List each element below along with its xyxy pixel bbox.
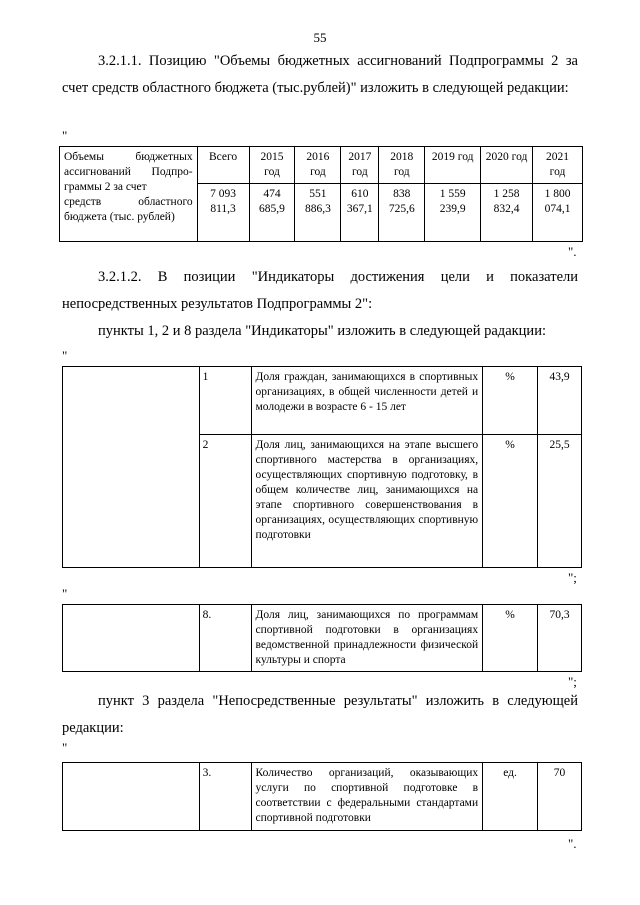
row-text: Доля лиц, занимающихся на этапе высшего спортивного мастерства в организациях, осуществляющих спортивную подготовку, в общем количестве лиц, занимающихся на этапе спортивного совершенствования в организациях, осуществляющих спортивную подготовки: [251, 435, 483, 568]
table-row: [63, 367, 582, 435]
value-2020: [481, 184, 533, 242]
row-value: 43,9: [538, 367, 582, 435]
paragraph-3-2-1-2: 3.2.1.2. В позиции "Индикаторы достижения цели и показатели непосредственных результатов Подпрограммы 2":: [62, 269, 578, 312]
budget-end-quote: ".: [568, 244, 577, 259]
header-2020: 2020 год: [481, 147, 533, 184]
value-line1: 551: [309, 188, 327, 200]
header-2016: 2016 год: [295, 147, 341, 184]
page-number: 55: [313, 30, 327, 45]
value-total: [197, 184, 249, 242]
open-quote: ": [62, 128, 68, 143]
value-line2: 725,6: [388, 203, 415, 215]
results-table: [62, 762, 582, 831]
row-number: 8.: [199, 605, 251, 672]
paragraph-indicators: пункты 1, 2 и 8 раздела "Индикаторы" изложить в следующей радакции:: [98, 323, 546, 339]
indicators-table-2: [62, 604, 582, 672]
row-value: 25,5: [538, 435, 582, 568]
row-unit: %: [483, 367, 538, 435]
header-2017: 2017 год: [341, 147, 379, 184]
indicators-end-quote-2: ";: [568, 674, 577, 689]
value-2019: [425, 184, 481, 242]
indicators-table-1: [62, 366, 582, 568]
value-line2: 811,3: [210, 203, 236, 215]
budget-label-bottom: средств областного бюджета (тыс. рублей): [64, 196, 193, 223]
value-2017: [341, 184, 379, 242]
budget-label-cell: [60, 147, 198, 242]
row-value: 70,3: [538, 605, 582, 672]
value-line1: 1 258: [493, 188, 520, 200]
value-line2: 367,1: [346, 203, 373, 215]
value-2016: [295, 184, 341, 242]
row-unit: ед.: [483, 763, 538, 831]
value-line2: 832,4: [493, 203, 520, 215]
indicators-end-quote-1: ";: [568, 570, 577, 585]
empty-cell: [63, 605, 200, 672]
header-2021: 2021 год: [533, 147, 583, 184]
open-quote: ": [62, 740, 68, 755]
header-2018: 2018 год: [379, 147, 425, 184]
value-line1: 474: [263, 188, 281, 200]
value-line1: 1 800: [544, 188, 571, 200]
value-line2: 074,1: [544, 203, 571, 215]
empty-cell: [63, 367, 200, 568]
row-unit: %: [483, 435, 538, 568]
value-line1: 838: [393, 188, 411, 200]
budget-label-top: Объемы бюджетных ассигнований Подпро-граммы 2 за счет: [64, 151, 193, 193]
open-quote: ": [62, 348, 68, 363]
row-unit: %: [483, 605, 538, 672]
value-2015: [249, 184, 295, 242]
table-row: [63, 605, 582, 672]
row-text: Доля лиц, занимающихся по программам спортивной подготовки в организациях ведомственной принадлежности физической культуры и спорта: [251, 605, 483, 672]
row-value: 70: [538, 763, 582, 831]
paragraph-results: пункт 3 раздела "Непосредственные результаты" изложить в следующей редакции:: [62, 693, 578, 736]
header-total: Всего: [197, 147, 249, 184]
value-2018: [379, 184, 425, 242]
row-text: Доля граждан, занимающихся в спортивных организациях, в общей численности детей и молодежи в возрасте 6 - 15 лет: [251, 367, 483, 435]
row-number: 3.: [199, 763, 251, 831]
paragraph-3-2-1-1: 3.2.1.1. Позицию "Объемы бюджетных ассигнований Подпрограммы 2 за счет средств областного бюджета (тыс.рублей)" изложить в следующей редакции:: [62, 53, 578, 96]
value-line1: 1 559: [439, 188, 466, 200]
value-2021: [533, 184, 583, 242]
header-2015: 2015 год: [249, 147, 295, 184]
results-end-quote: ".: [568, 836, 577, 851]
row-number: 2: [199, 435, 251, 568]
row-text: Количество организаций, оказывающих услуги по спортивной подготовке в соответствии с федеральными стандартами спортивной подготовки: [251, 763, 483, 831]
row-number: 1: [199, 367, 251, 435]
budget-table: [59, 146, 583, 242]
empty-cell: [63, 763, 200, 831]
value-line1: 7 093: [210, 188, 237, 200]
open-quote: ": [62, 586, 68, 601]
value-line2: 239,9: [439, 203, 466, 215]
header-2019: 2019 год: [425, 147, 481, 184]
value-line1: 610: [351, 188, 369, 200]
value-line2: 685,9: [259, 203, 285, 215]
table-row: [63, 763, 582, 831]
value-line2: 886,3: [304, 203, 331, 215]
